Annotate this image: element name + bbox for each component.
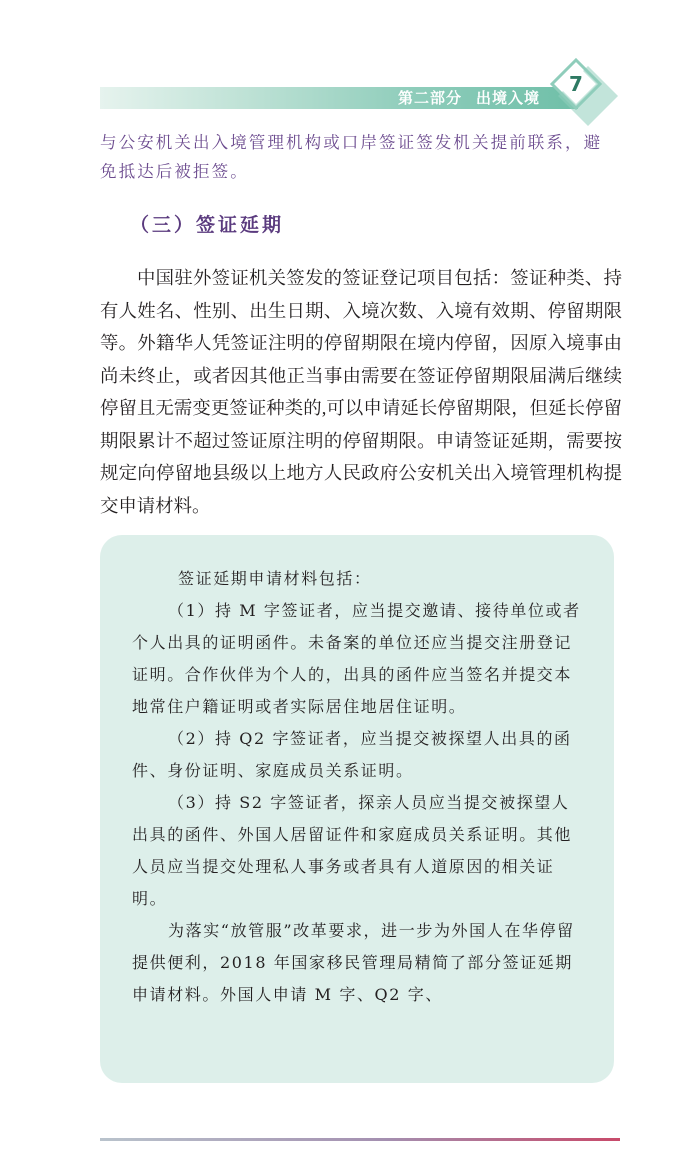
callout-item: （2）持 Q2 字签证者，应当提交被探望人出具的函件、身份证明、家庭成员关系证明。 [132,729,572,780]
callout-box [100,535,614,1083]
part-label: 第二部分 [397,89,462,107]
callout-content [132,563,586,1011]
header-band [100,87,578,109]
section-heading: （三）签证延期 [130,214,285,236]
callout-lead: 签证延期申请材料包括： [178,569,372,588]
callout-item: （1）持 M 字签证者，应当提交邀请、接待单位或者个人出具的证明函件。未备案的单位还应当提交注册登记证明。合作伙伴为个人的，出具的函件应当签名并提交本地常住户籍证明或者实际居住地居住证明。 [132,601,581,716]
intro-paragraph: 与公安机关出入境管理机构或口岸签证签发机关提前联系，避免抵达后被拒签。 [100,133,603,181]
page-number: 7 [569,72,583,96]
chapter-label: 出境入境 [475,89,540,107]
footer-rule [100,1138,620,1141]
body-paragraph: 中国驻外签证机关签发的签证登记项目包括：签证种类、持有人姓名、性别、出生日期、入境次数、入境有效期、停留期限等。外籍华人凭签证注明的停留期限在境内停留，因原入境事由尚未终止，或者因其他正当事由需要在签证停留期限届满后继续停留且无需变更签证种类的,可以申请延长停留期限，但延长停留期限累计不超过签证原注明的停留期限。申请签证延期，需要按规定向停留地县级以上地方人民政府公安机关出入境管理机构提交申请材料。 [100,268,622,516]
running-header [398,87,540,109]
page-number-badge [548,56,622,130]
callout-item: （3）持 S2 字签证者，探亲人员应当提交被探望人出具的函件、外国人居留证件和家庭成员关系证明。其他人员应当提交处理私人事务或者具有人道原因的相关证明。 [132,793,573,908]
callout-item: 为落实“放管服”改革要求，进一步为外国人在华停留提供便利，2018 年国家移民管理局精简了部分签证延期申请材料。外国人申请 M 字、Q2 字、 [132,921,575,1004]
